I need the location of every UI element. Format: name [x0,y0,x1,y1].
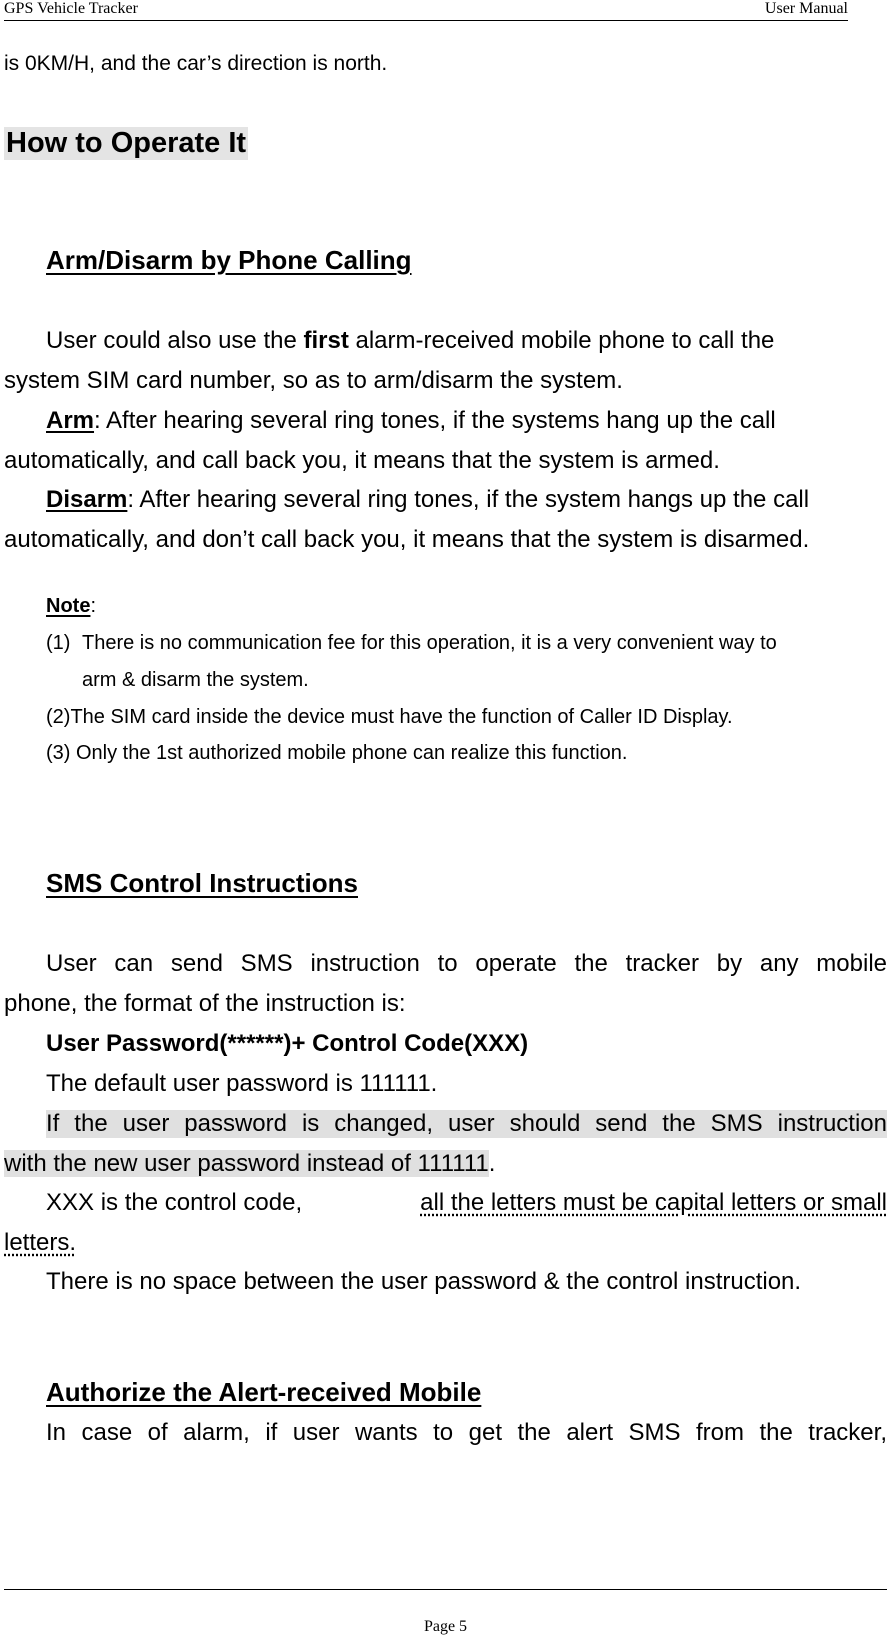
no-space-line: There is no space between the user password & the control instruction. [46,1268,802,1295]
password-changed-line2 [4,1150,495,1178]
control-code-line1 [46,1189,887,1217]
authorize-line1: In case of alarm, if user wants to get the alert SMS from the tracker, [46,1419,887,1446]
disarm-text: : After hearing several ring tones, if the system hangs up the call [127,486,810,513]
arm-disarm-heading: Arm/Disarm by Phone Calling [46,245,412,275]
control-code-dotted: all the letters must be capital letters or small [420,1189,887,1216]
note-1-number: (1) [46,632,71,654]
note-3: (3) Only the 1st authorized mobile phone can realize this function. [46,742,628,764]
footer-divider [4,1589,887,1590]
page-header [4,0,848,21]
arm-disarm-p1 [46,327,774,355]
sms-p1-line1: User can send SMS instruction to operate the tracker by any mobile [46,950,887,977]
arm-text: : After hearing several ring tones, if the systems hang up the call [94,407,776,434]
page-number: Page 5 [423,1618,468,1635]
control-code-line2: letters. [4,1229,77,1256]
sms-p1-line2: phone, the format of the instruction is: [4,990,406,1017]
note-1-line1: There is no communication fee for this operation, it is a very convenient way to [82,632,777,654]
disarm-label: Disarm [46,486,128,513]
disarm-paragraph [46,486,809,514]
section-title: How to Operate It [6,127,247,159]
header-manual-label: User Manual [764,0,848,17]
control-code-text: XXX is the control code, [46,1189,303,1216]
default-password: The default user password is 111111. [46,1070,438,1097]
header-title: GPS Vehicle Tracker [4,0,138,17]
arm-paragraph-line2: automatically, and call back you, it means that the system is armed. [4,447,720,474]
note-heading [46,595,96,618]
note-label: Note [46,595,91,617]
sms-heading: SMS Control Instructions [46,868,358,898]
disarm-paragraph-line2: automatically, and don’t call back you, it means that the system is disarmed. [4,526,810,553]
password-changed-period: . [488,1150,496,1177]
p1-text: User could also use the [46,327,304,354]
arm-label: Arm [46,407,95,434]
sms-format: User Password(******)+ Control Code(XXX) [46,1030,529,1057]
note-colon: : [90,595,97,617]
authorize-heading: Authorize the Alert-received Mobile [46,1377,482,1407]
arm-paragraph [46,407,776,435]
password-changed-highlight: with the new user password instead of 111111 [4,1150,489,1177]
note-2: (2)The SIM card inside the device must have the function of Caller ID Display. [46,706,733,728]
arm-disarm-p1-line2: system SIM card number, so as to arm/disarm the system. [4,367,623,394]
password-changed-line1: If the user password is changed, user should send the SMS instruction [46,1110,887,1137]
intro-line: is 0KM/H, and the car’s direction is north. [4,52,388,75]
p1-text-end: alarm-received mobile phone to call the [348,327,775,354]
p1-bold: first [303,327,349,354]
note-1-line2: arm & disarm the system. [82,669,309,691]
